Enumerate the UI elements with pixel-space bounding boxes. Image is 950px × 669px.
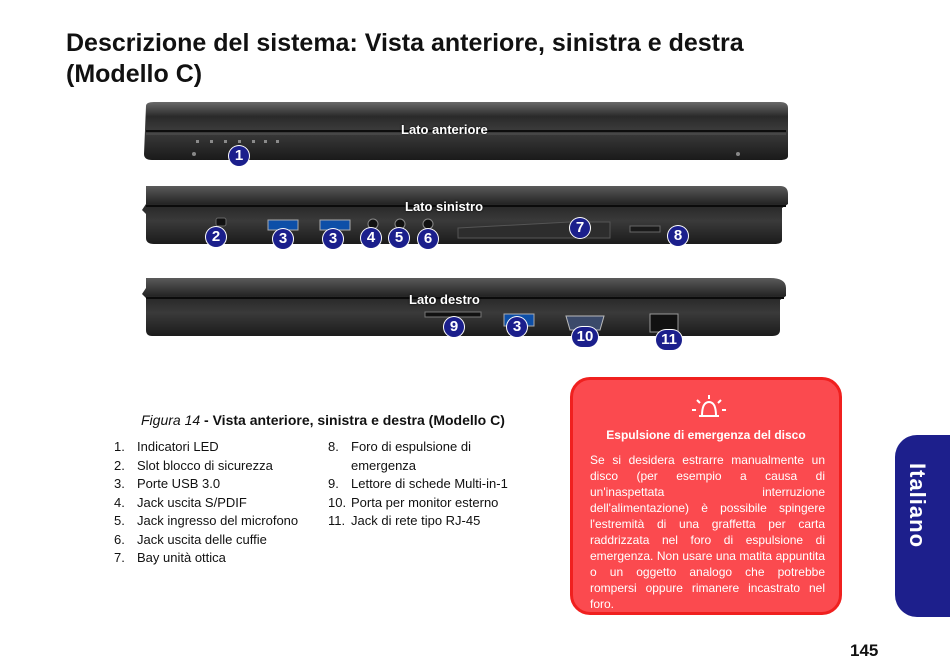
warning-alarm-icon — [691, 394, 727, 422]
callout-2-security-slot: 2 — [206, 227, 226, 247]
warning-box — [570, 377, 842, 615]
component-list-right — [328, 438, 528, 531]
list-item: 5. Jack ingresso del microfono — [114, 513, 299, 528]
warning-text: Se si desidera estrarre manualmente un disco (per esempio a causa di un'inaspettata interruzione dell'alimentazione) è possibile spingere l'estremità di una graffetta per carta raddrizzata nel foro di espulsione di emergenza. Non usare una matita appuntita o un oggetto analogo che potrebbe rompersi oppure rimanere incastrato nel foro. — [590, 453, 825, 611]
left-view-label: Lato sinistro — [405, 199, 484, 214]
callout-4-spdif: 4 — [361, 228, 381, 248]
callout-11-rj45: 11 — [656, 330, 682, 350]
list-item: 6. Jack uscita delle cuffie — [114, 531, 267, 547]
figure-caption — [141, 412, 505, 428]
callout-9-card-reader: 9 — [444, 317, 464, 337]
page-title: Descrizione del sistema: Vista anteriore, sinistra e destra (Modello C) — [66, 29, 744, 88]
right-view-label: Lato destro — [409, 292, 480, 307]
list-item: 8. Foro di espulsione di emergenza — [328, 439, 471, 473]
figure-number: Figura 14 — [141, 412, 201, 428]
callout-8-eject-hole: 8 — [668, 226, 688, 246]
warning-title: Espulsione di emergenza del disco — [606, 428, 806, 442]
laptop-left-view — [140, 182, 792, 248]
list-item: 3. Porte USB 3.0 — [114, 476, 221, 491]
figure-caption-text: - Vista anteriore, sinistra e destra (Modello C) — [200, 412, 505, 428]
callout-3-usb-c: 3 — [507, 317, 527, 337]
list-item: 4. Jack uscita S/PDIF — [114, 494, 247, 510]
page-number: 145 — [850, 641, 879, 660]
callout-10-vga: 10 — [572, 327, 598, 347]
front-view-label: Lato anteriore — [401, 122, 488, 137]
callout-3-usb-a: 3 — [273, 229, 293, 249]
list-item: 9. Lettore di schede Multi-in-1 — [328, 476, 508, 491]
list-item: 10. Porta per monitor esterno — [328, 494, 499, 510]
callout-6-headphones: 6 — [418, 229, 438, 249]
callout-1-led: 1 — [229, 146, 249, 166]
laptop-right-view — [140, 274, 792, 344]
component-list-left — [114, 438, 314, 568]
language-label: Italiano — [905, 463, 930, 549]
list-item: 11. Jack di rete tipo RJ-45 — [328, 513, 481, 528]
language-side-tab — [895, 435, 950, 617]
callout-5-mic: 5 — [389, 228, 409, 248]
list-item: 1. Indicatori LED — [114, 439, 219, 454]
list-item: 7. Bay unità ottica — [114, 550, 226, 565]
callout-3-usb-b: 3 — [323, 229, 343, 249]
list-item: 2. Slot blocco di sicurezza — [114, 457, 273, 473]
callout-7-optical-bay: 7 — [570, 218, 590, 238]
